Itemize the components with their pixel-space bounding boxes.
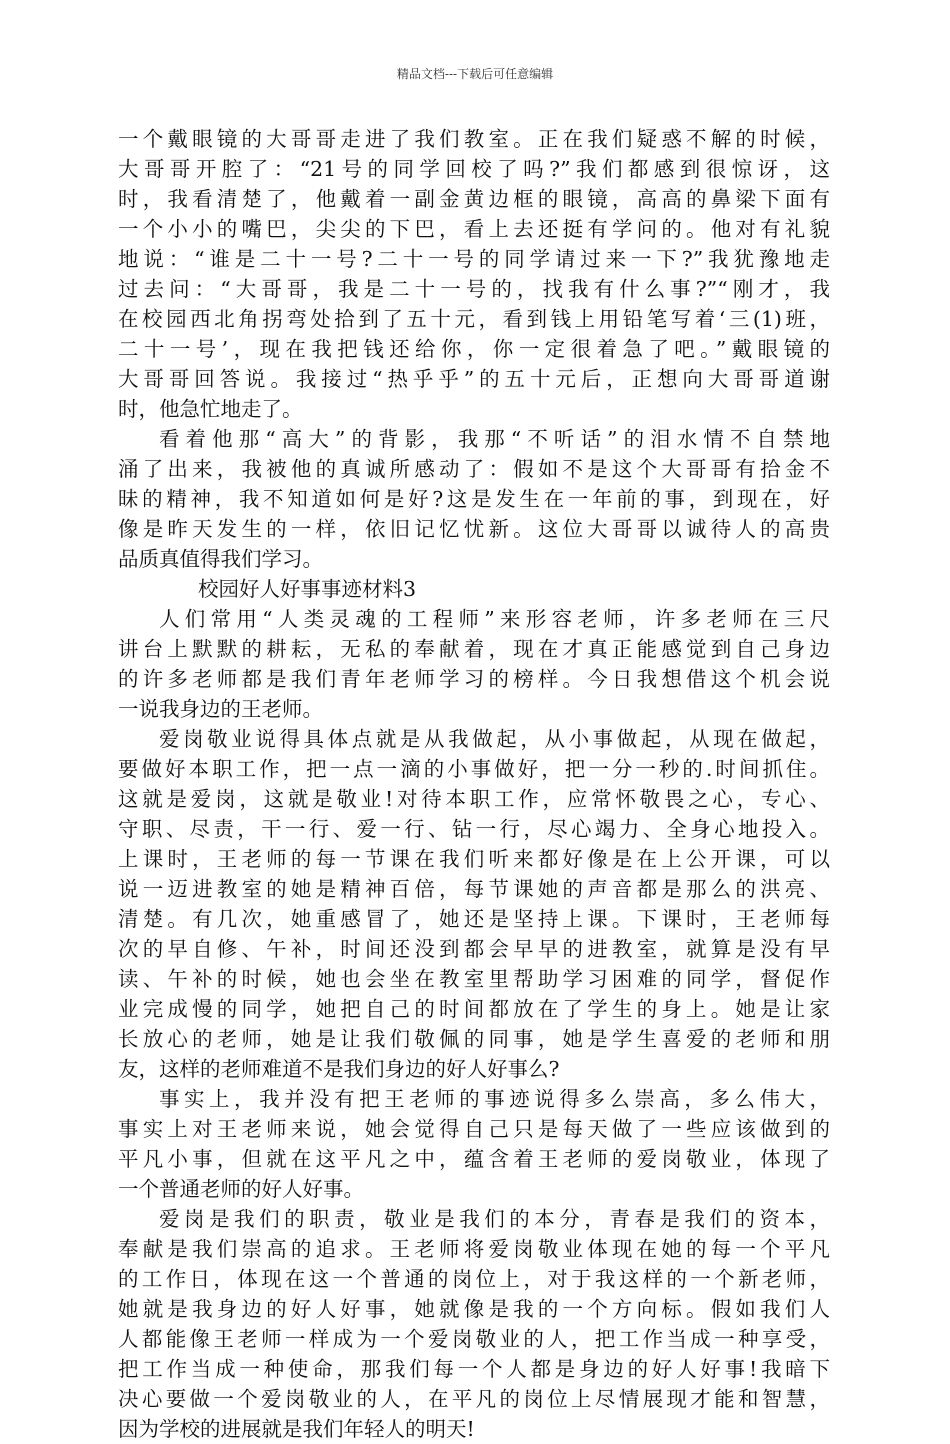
text-line: 地说：“谁是二十一号?二十一号的同学请过来一下?”我犹豫地走 — [118, 247, 830, 271]
text-line: 看着他那“高大”的背影，我那“不听话”的泪水情不自禁地 — [159, 427, 830, 451]
document-body — [118, 124, 830, 1444]
text-line: 涌了出来，我被他的真诚所感动了：假如不是这个大哥哥有拾金不 — [118, 457, 830, 481]
text-line: 长放心的老师，她是让我们敬佩的同事，她是学生喜爱的老师和朋 — [118, 1027, 830, 1051]
text-line: 业完成慢的同学，她把自己的时间都放在了学生的身上。她是让家 — [118, 997, 830, 1021]
text-line: 昧的精神，我不知道如何是好?这是发生在一年前的事，到现在，好 — [118, 487, 830, 511]
text-line: 清楚。有几次，她重感冒了，她还是坚持上课。下课时，王老师每 — [118, 907, 830, 931]
text-line: 次的早自修、午补，时间还没到都会早早的进教室，就算是没有早 — [118, 937, 830, 961]
text-line: 大哥哥回答说。我接过“热乎乎”的五十元后，正想向大哥哥道谢 — [118, 367, 830, 391]
text-line: 一个小小的嘴巴，尖尖的下巴，看上去还挺有学问的。他对有礼貌 — [118, 217, 830, 241]
page-header: 精品文档---下载后可任意编辑 — [396, 67, 554, 81]
text-line: 讲台上默默的耕耘，无私的奉献着，现在才真正能感觉到自己身边 — [118, 637, 830, 661]
text-line: 决心要做一个爱岗敬业的人，在平凡的岗位上尽情展现才能和智慧， — [118, 1387, 830, 1411]
text-line: 读、午补的时候，她也会坐在教室里帮助学习困难的同学，督促作 — [118, 967, 830, 991]
text-line: 时，我看清楚了，他戴着一副金黄边框的眼镜，高高的鼻梁下面有 — [118, 187, 830, 211]
text-line: 爱岗是我们的职责，敬业是我们的本分，青春是我们的资本， — [159, 1207, 830, 1231]
text-line: 的许多老师都是我们青年老师学习的榜样。今日我想借这个机会说 — [118, 667, 830, 691]
text-line: 因为学校的进展就是我们年轻人的明天! — [118, 1417, 475, 1441]
text-line: 上课时，王老师的每一节课在我们听来都好像是在上公开课，可以 — [118, 847, 830, 871]
text-line: 人们常用“人类灵魂的工程师”来形容老师，许多老师在三尺 — [159, 607, 830, 631]
text-line: 一个戴眼镜的大哥哥走进了我们教室。正在我们疑惑不解的时候， — [118, 127, 830, 151]
text-line: 的工作日，体现在这一个普通的岗位上，对于我这样的一个新老师， — [118, 1267, 830, 1291]
text-line: 守职、尽责，干一行、爱一行、钻一行，尽心竭力、全身心地投入。 — [118, 817, 830, 841]
text-line: 要做好本职工作，把一点一滴的小事做好，把一分一秒的.时间抓住。 — [118, 757, 830, 781]
text-line: 过去问：“大哥哥，我是二十一号的，找我有什么事?”“刚才，我 — [118, 277, 830, 301]
text-line: 一个普通老师的好人好事。 — [118, 1177, 364, 1201]
text-line: 事实上对王老师来说，她会觉得自己只是每天做了一些应该做到的 — [118, 1117, 830, 1141]
text-line: 人都能像王老师一样成为一个爱岗敬业的人，把工作当成一种享受， — [118, 1327, 830, 1351]
text-line: 品质真值得我们学习。 — [118, 547, 323, 571]
text-line: 二十一号’，现在我把钱还给你，你一定很着急了吧。”戴眼镜的 — [118, 337, 830, 361]
text-line: 一说我身边的王老师。 — [118, 697, 323, 721]
text-line: 她就是我身边的好人好事，她就像是我的一个方向标。假如我们人 — [118, 1297, 830, 1321]
section-heading: 校园好人好事事迹材料3 — [198, 577, 417, 601]
text-line: 友，这样的老师难道不是我们身边的好人好事么? — [118, 1057, 560, 1081]
text-line: 事实上，我并没有把王老师的事迹说得多么崇高，多么伟大， — [159, 1087, 830, 1111]
text-line: 平凡小事，但就在这平凡之中，蕴含着王老师的爱岗敬业，体现了 — [118, 1147, 830, 1171]
text-line: 把工作当成一种使命，那我们每一个人都是身边的好人好事!我暗下 — [118, 1357, 830, 1381]
text-line: 这就是爱岗，这就是敬业!对待本职工作，应常怀敬畏之心，专心、 — [118, 787, 830, 811]
text-line: 时，他急忙地走了。 — [118, 397, 303, 421]
text-line: 在校园西北角拐弯处拾到了五十元，看到钱上用铅笔写着‘三(1)班， — [118, 307, 830, 331]
text-line: 说一迈进教室的她是精神百倍，每节课她的声音都是那么的洪亮、 — [118, 877, 830, 901]
text-line: 像是昨天发生的一样，依旧记忆忧新。这位大哥哥以诚待人的高贵 — [118, 517, 830, 541]
text-line: 大哥哥开腔了：“21号的同学回校了吗?”我们都感到很惊讶，这 — [118, 157, 830, 181]
text-line: 爱岗敬业说得具体点就是从我做起，从小事做起，从现在做起， — [159, 727, 830, 751]
text-line: 奉献是我们崇高的追求。王老师将爱岗敬业体现在她的每一个平凡 — [118, 1237, 830, 1261]
